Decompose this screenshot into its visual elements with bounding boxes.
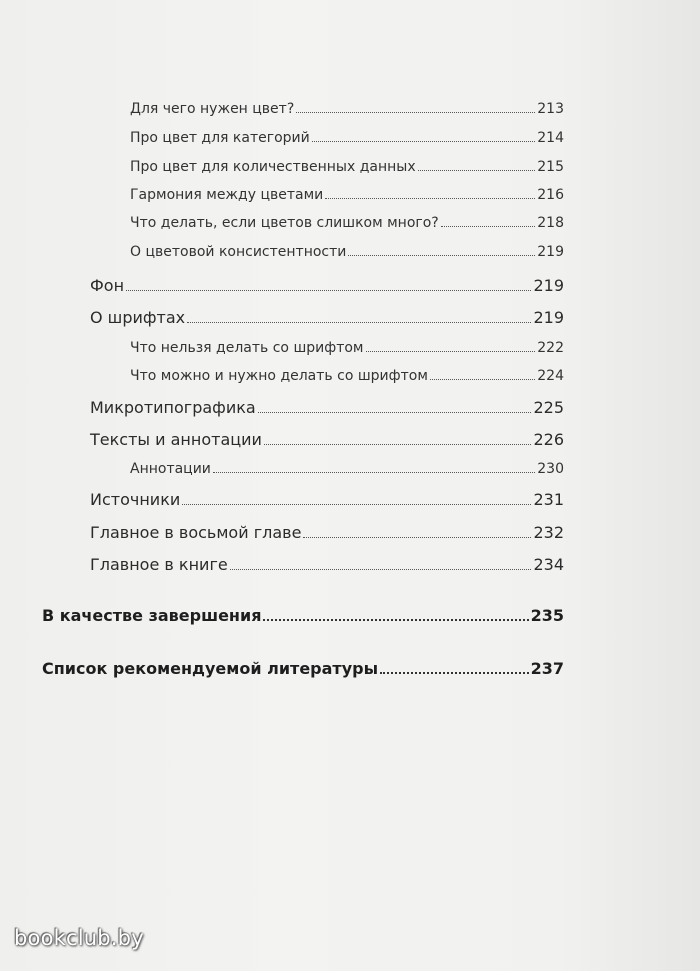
toc-entry [90,523,564,542]
toc-entry-page: 219 [533,276,564,295]
toc-entry-page: 222 [537,340,564,356]
toc-leader-dots [441,226,536,227]
toc-entry [90,555,564,574]
toc-entry-page: 231 [533,490,564,509]
toc-entry-title: Фон [90,276,125,295]
toc-entry-title: Гармония между цветами [130,187,324,203]
toc-entry-page: 234 [533,555,564,574]
toc-leader-dots [230,569,532,570]
toc-entry-page: 225 [533,398,564,417]
toc-entry [130,244,564,260]
toc-chapter-entry [42,659,564,678]
toc-entry [130,130,564,146]
toc-entry-title: Для чего нужен цвет? [130,101,295,117]
toc-leader-dots [213,472,535,473]
toc-entry [90,276,564,295]
toc-entry-title: Тексты и аннотации [90,430,262,449]
toc-entry-page: 232 [533,523,564,542]
toc-leader-dots [264,444,532,445]
toc-entry-title: Микротипографика [90,398,256,417]
toc-entry-page: 226 [533,430,564,449]
toc-entry [90,490,564,509]
toc-leader-dots [303,537,531,538]
toc-entry-page: 219 [537,244,564,260]
toc-entry [90,398,564,417]
toc-entry-page: 215 [537,159,564,175]
toc-chapter-entry [42,606,564,625]
toc-entry [130,461,564,477]
toc-entry-title: О цветовой консистентности [130,244,347,260]
toc-entry-title: Источники [90,490,181,509]
toc-entry-page: 219 [533,308,564,327]
toc-entry [130,159,564,175]
toc-leader-dots [182,504,531,505]
toc-entry-page: 224 [537,368,564,384]
toc-entry-title: Аннотации [130,461,211,477]
toc-entry-page: 230 [537,461,564,477]
toc-entry-title: Про цвет для количественных данных [130,159,416,175]
toc-leader-dots [366,351,536,352]
toc-entry-title: Главное в книге [90,555,228,574]
toc-entry-page: 214 [537,130,564,146]
toc-entry-page: 235 [530,606,564,625]
toc-leader-dots [348,255,535,256]
toc-entry-title: Что можно и нужно делать со шрифтом [130,368,428,384]
toc-leader-dots [263,619,528,621]
toc-entry-title: О шрифтах [90,308,186,327]
toc-entry-page: 237 [530,659,564,678]
toc-entry-title: Что делать, если цветов слишком много? [130,215,439,231]
toc-leader-dots [325,198,535,199]
toc-entry [90,308,564,327]
toc-entry [130,215,564,231]
toc-entry-title: Про цвет для категорий [130,130,310,146]
toc-entry [130,368,564,384]
toc-leader-dots [187,322,531,323]
toc-entry-title: Список рекомендуемой литературы [42,659,379,678]
toc-entry [130,340,564,356]
toc-leader-dots [296,112,535,113]
toc-entry-title: В качестве завершения [42,606,262,625]
toc-entry-page: 213 [537,101,564,117]
toc-entry [130,101,564,117]
toc-entry [130,187,564,203]
toc-leader-dots [126,290,531,291]
toc-leader-dots [380,672,529,674]
toc-entry-page: 218 [537,215,564,231]
toc-entry [90,430,564,449]
watermark-logo: bookclub.by [14,926,144,950]
toc-entry-title: Что нельзя делать со шрифтом [130,340,364,356]
toc-leader-dots [418,170,536,171]
toc-leader-dots [312,141,536,142]
toc-entry-title: Главное в восьмой главе [90,523,302,542]
toc-entry-page: 216 [537,187,564,203]
toc-leader-dots [430,379,535,380]
toc-leader-dots [258,412,532,413]
